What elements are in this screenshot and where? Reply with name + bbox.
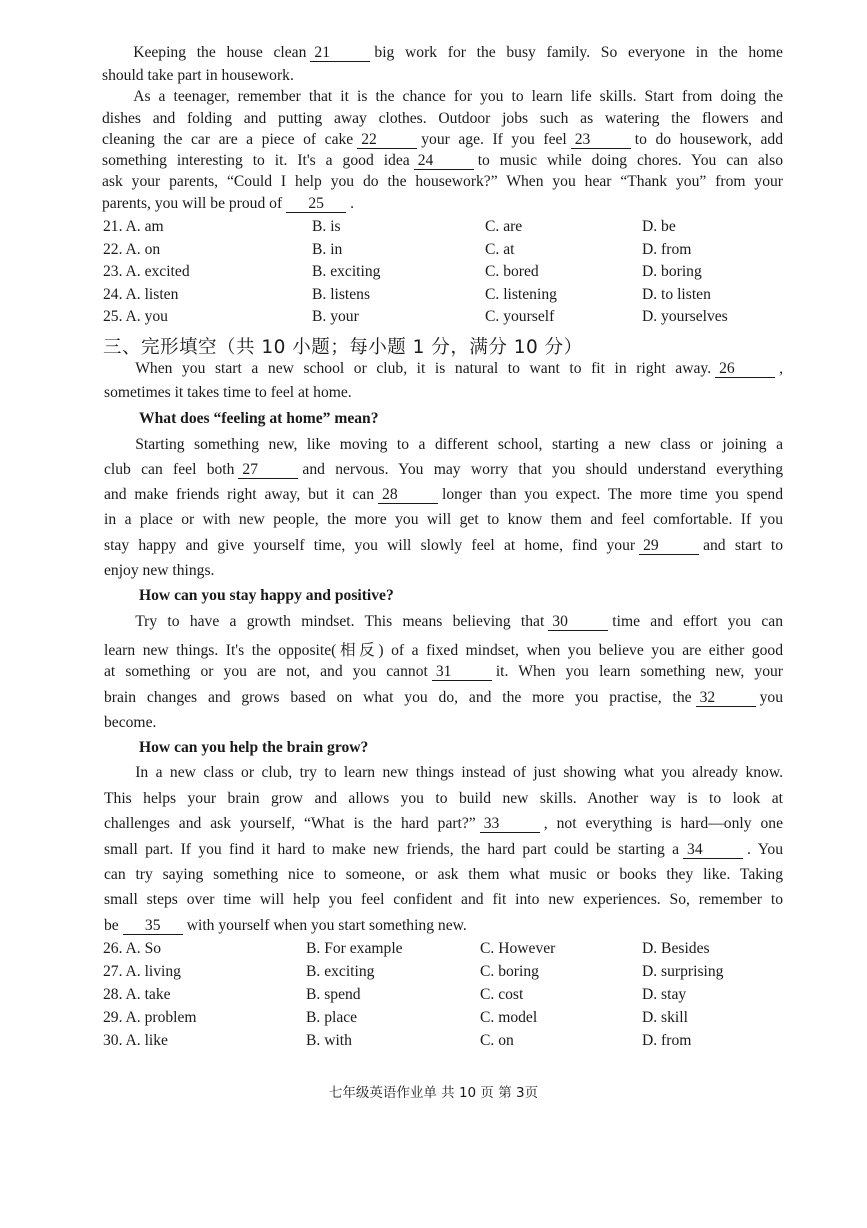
line-text: and make friends right away, but it can xyxy=(104,486,375,503)
blank-23[interactable]: 23 xyxy=(571,132,631,149)
line-text: and start to xyxy=(703,537,783,554)
text-line xyxy=(102,131,783,149)
line-text: at something or you are not, and you cannot xyxy=(104,663,428,680)
option-row xyxy=(103,218,783,240)
option-c[interactable]: C. cost xyxy=(480,986,524,1003)
text-line xyxy=(104,866,783,884)
text-line xyxy=(104,562,783,580)
line-text: small steps over time will help you feel confident and fit into new experiences. So, remember to xyxy=(104,891,783,908)
blank-22[interactable]: 22 xyxy=(357,132,417,149)
option-a[interactable]: 26. A. So xyxy=(103,940,162,957)
option-row xyxy=(103,986,783,1008)
option-c[interactable]: C. yourself xyxy=(485,308,555,325)
text-line xyxy=(104,511,783,529)
line-text: you xyxy=(759,689,783,706)
option-b[interactable]: B. place xyxy=(306,1009,358,1026)
blank-24[interactable]: 24 xyxy=(414,153,474,170)
line-text: In a new class or club, try to learn new things instead of just showing what you already know. xyxy=(104,764,783,781)
option-b[interactable]: B. in xyxy=(312,241,343,258)
line-text: something interesting to it. It's a good idea xyxy=(102,152,410,169)
line-text: with yourself when you start something new. xyxy=(186,917,467,934)
text-line xyxy=(104,638,783,660)
option-c[interactable]: C. are xyxy=(485,218,523,235)
option-b[interactable]: B. For example xyxy=(306,940,403,957)
option-d[interactable]: D. stay xyxy=(642,986,687,1003)
text-line xyxy=(102,152,783,170)
line-text: Starting something new, like moving to a different school, starting a new class or joining a xyxy=(104,436,783,453)
line-text: to do housework, add xyxy=(634,131,783,148)
line-text: your age. If you feel xyxy=(421,131,567,148)
text-line xyxy=(104,891,783,909)
line-text: big work for the busy family. So everyone in the home xyxy=(374,44,783,61)
text-line xyxy=(102,88,783,106)
text-line xyxy=(104,764,783,782)
line-text: small part. If you find it hard to make new friends, the hard part could be starting a xyxy=(104,841,680,858)
blank-32[interactable]: 32 xyxy=(696,690,756,707)
line-text: learn new things. It's the opposite(相反) of a fixed mindset, when you believe you are either good xyxy=(104,642,783,659)
section-title: 三、完形填空（共 10 小题；每小题 1 分，满分 10 分） xyxy=(103,337,583,358)
text-line xyxy=(104,486,783,504)
text-line xyxy=(104,360,783,378)
line-text: brain changes and grows based on what you do, and the more you practise, the xyxy=(104,689,692,706)
option-d[interactable]: D. skill xyxy=(642,1009,688,1026)
blank-27[interactable]: 27 xyxy=(238,462,298,479)
line-text: time and effort you can xyxy=(612,613,783,630)
line-text: it. When you learn something new, your xyxy=(495,663,784,680)
line-text: As a teenager, remember that it is the chance for you to learn life skills. Start from doing the xyxy=(102,88,783,105)
option-c[interactable]: C. bored xyxy=(485,263,539,280)
option-b[interactable]: B. listens xyxy=(312,286,371,303)
option-c[interactable]: C. model xyxy=(480,1009,538,1026)
line-text: sometimes it takes time to feel at home. xyxy=(104,384,352,401)
line-text: , not everything is hard—only one xyxy=(543,815,783,832)
line-text: in a place or with new people, the more you will get to know them and feel comfortable. If you xyxy=(104,511,783,528)
line-text: longer than you expect. The more time you spend xyxy=(442,486,784,503)
option-b[interactable]: B. is xyxy=(312,218,341,235)
blank-26[interactable]: 26 xyxy=(715,361,775,378)
option-row xyxy=(103,263,783,285)
line-text: become. xyxy=(104,714,157,731)
blank-34[interactable]: 34 xyxy=(683,842,743,859)
text-line xyxy=(102,195,783,213)
text-line xyxy=(102,173,783,191)
text-line xyxy=(102,44,783,62)
option-d[interactable]: D. be xyxy=(642,218,676,235)
option-d[interactable]: D. boring xyxy=(642,263,702,280)
blank-29[interactable]: 29 xyxy=(639,538,699,555)
line-text: . You xyxy=(747,841,783,858)
option-d[interactable]: D. from xyxy=(642,1032,692,1049)
option-row xyxy=(103,241,783,263)
line-text: to music while doing chores. You can also xyxy=(477,152,784,169)
text-line xyxy=(104,461,783,479)
subheading: What does “feeling at home” mean? xyxy=(139,410,379,427)
option-b[interactable]: B. your xyxy=(312,308,359,325)
option-d[interactable]: D. yourselves xyxy=(642,308,728,325)
option-a[interactable]: 28. A. take xyxy=(103,986,171,1003)
line-text: When you start a new school or club, it is natural to want to fit in right away. xyxy=(104,360,712,377)
option-a[interactable]: 22. A. on xyxy=(103,241,161,258)
option-c[interactable]: C. on xyxy=(480,1032,514,1049)
text-line xyxy=(104,663,783,681)
blank-30[interactable]: 30 xyxy=(548,614,608,631)
page-footer: 七年级英语作业单 共 10 页 第 3页 xyxy=(328,1085,539,1101)
option-b[interactable]: B. exciting xyxy=(312,263,381,280)
option-c[interactable]: C. However xyxy=(480,940,556,957)
blank-28[interactable]: 28 xyxy=(378,487,438,504)
option-d[interactable]: D. to listen xyxy=(642,286,711,303)
text-line xyxy=(104,841,783,859)
text-line xyxy=(104,714,783,732)
subheading: How can you help the brain grow? xyxy=(139,739,369,756)
option-d[interactable]: D. Besides xyxy=(642,940,710,957)
line-text: and nervous. You may worry that you should understand everything xyxy=(302,461,783,478)
line-text: Keeping the house clean xyxy=(102,44,307,61)
blank-21[interactable]: 21 xyxy=(310,45,370,62)
line-text: parents, you will be proud of xyxy=(102,195,283,212)
option-c[interactable]: C. listening xyxy=(485,286,557,303)
text-line xyxy=(104,689,783,707)
option-c[interactable]: C. at xyxy=(485,241,515,258)
line-text: can try saying something nice to someone, or ask them what music or books they like. Taking xyxy=(104,866,783,883)
option-a[interactable]: 27. A. living xyxy=(103,963,181,980)
line-text: club can feel both xyxy=(104,461,235,478)
option-row xyxy=(103,308,783,330)
line-text: be xyxy=(104,917,119,934)
subheading: How can you stay happy and positive? xyxy=(139,587,394,604)
blank-33[interactable]: 33 xyxy=(480,816,540,833)
blank-31[interactable]: 31 xyxy=(432,664,492,681)
option-d[interactable]: D. from xyxy=(642,241,692,258)
blank-25[interactable]: 25 xyxy=(286,196,346,213)
option-c[interactable]: C. boring xyxy=(480,963,539,980)
option-a[interactable]: 25. A. you xyxy=(103,308,168,325)
text-line xyxy=(104,537,783,555)
line-text: should take part in housework. xyxy=(102,67,294,84)
option-d[interactable]: D. surprising xyxy=(642,963,724,980)
line-text: dishes and folding and putting away clothes. Outdoor jobs such as watering the flowers and xyxy=(102,110,783,127)
option-a[interactable]: 24. A. listen xyxy=(103,286,179,303)
text-line xyxy=(104,436,783,454)
text-line xyxy=(104,917,783,935)
text-line xyxy=(102,110,783,128)
option-a[interactable]: 21. A. am xyxy=(103,218,164,235)
text-line xyxy=(102,67,783,85)
line-text: cleaning the car are a piece of cake xyxy=(102,131,354,148)
line-text: Try to have a growth mindset. This means believing that xyxy=(104,613,545,630)
line-text: challenges and ask yourself, “What is the hard part?” xyxy=(104,815,476,832)
blank-35[interactable]: 35 xyxy=(123,918,183,935)
option-row xyxy=(103,1009,783,1031)
line-text: . xyxy=(350,195,355,212)
option-a[interactable]: 23. A. excited xyxy=(103,263,190,280)
text-line xyxy=(104,815,783,833)
line-text: , xyxy=(779,360,783,377)
option-b[interactable]: B. exciting xyxy=(306,963,375,980)
line-text: stay happy and give yourself time, you will slowly feel at home, find your xyxy=(104,537,636,554)
option-a[interactable]: 30. A. like xyxy=(103,1032,168,1049)
line-text: This helps your brain grow and allows you to build new skills. Another way is to look at xyxy=(104,790,783,807)
option-row xyxy=(103,286,783,308)
option-row xyxy=(103,963,783,985)
option-b[interactable]: B. spend xyxy=(306,986,361,1003)
option-row xyxy=(103,940,783,962)
option-b[interactable]: B. with xyxy=(306,1032,352,1049)
option-row xyxy=(103,1032,783,1054)
text-line xyxy=(104,790,783,808)
line-text: ask your parents, “Could I help you do the housework?” When you hear “Thank you” from your xyxy=(102,173,783,190)
line-text: enjoy new things. xyxy=(104,562,215,579)
option-a[interactable]: 29. A. problem xyxy=(103,1009,197,1026)
text-line xyxy=(104,613,783,631)
text-line xyxy=(104,384,783,402)
